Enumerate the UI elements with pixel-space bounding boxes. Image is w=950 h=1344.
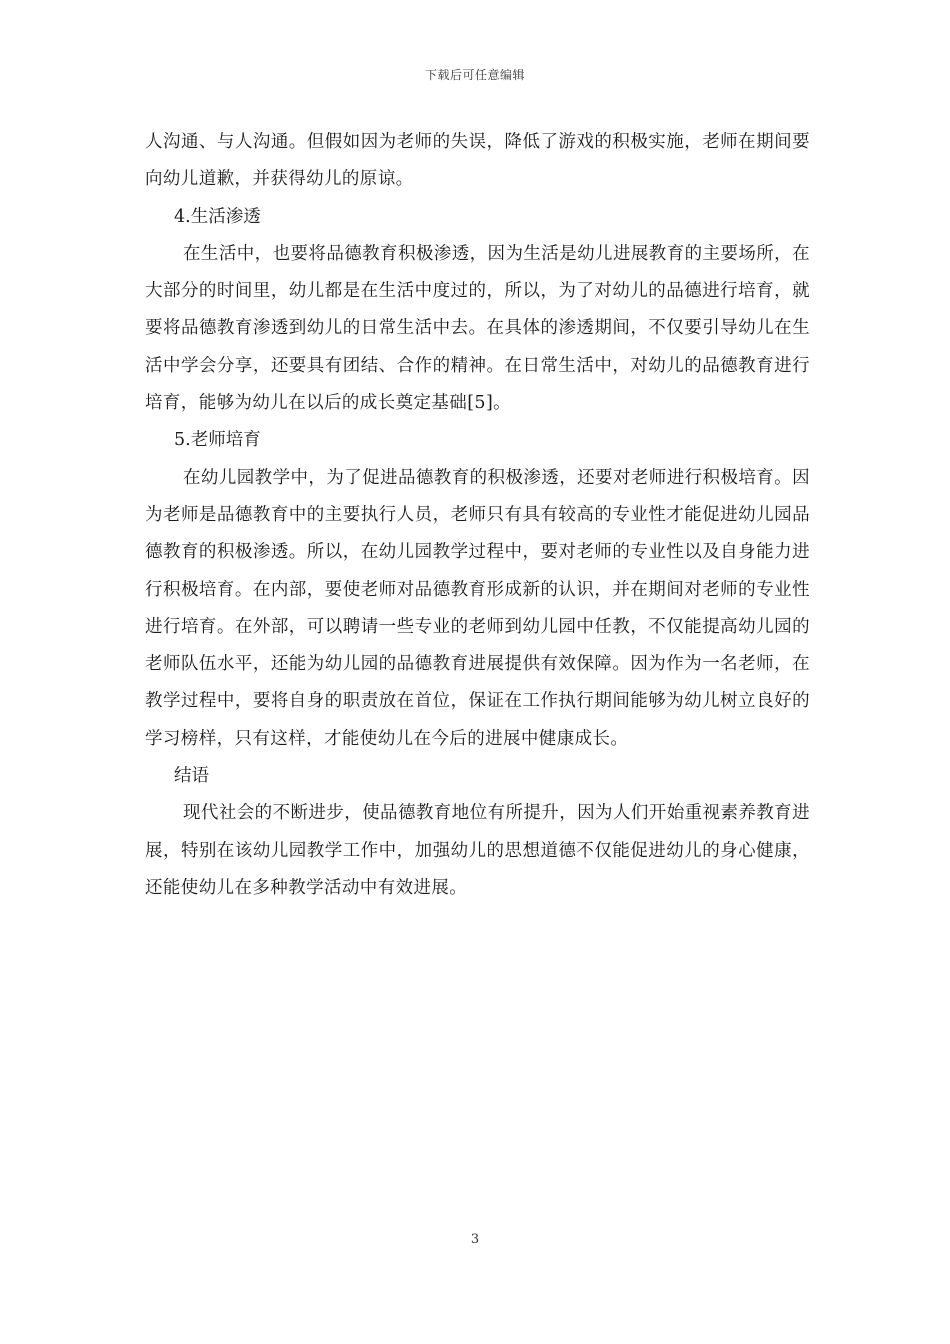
paragraph-continuation: 人沟通、与人沟通。但假如因为老师的失误，降低了游戏的积极实施，老师在期间要向幼儿道歉，并获得幼儿的原谅。 <box>145 132 810 190</box>
page-number: 3 <box>470 1232 480 1247</box>
section-heading-teacher-training: 5.老师培育 <box>174 430 261 451</box>
section-heading-life-infiltration: 4.生活渗透 <box>174 206 261 227</box>
paragraph-teacher-training: 在幼儿园教学中，为了促进品德教育的积极渗透，还要对老师进行积极培育。因为老师是品德教育中的主要执行人员，老师只有具有较高的专业性才能促进幼儿园品德教育的积极渗透。所以，在幼儿园教学过程中，要对老师的专业性以及自身能力进行积极培育。在内部，要使老师对品德教育形成新的认识，并在期间对老师的专业性进行培育。在外部，可以聘请一些专业的老师到幼儿园中任教，不仅能提高幼儿园的老师队伍水平，还能为幼儿园的品德教育进展提供有效保障。因为作为一名老师，在教学过程中，要将自身的职责放在首位，保证在工作执行期间能够为幼儿树立良好的学习榜样，只有这样，才能使幼儿在今后的进展中健康成长。 <box>145 467 810 749</box>
document-body <box>145 124 810 907</box>
paragraph-conclusion: 现代社会的不断进步，使品德教育地位有所提升，因为人们开始重视素养教育进展，特别在该幼儿园教学工作中，加强幼儿的思想道德不仅能促进幼儿的身心健康，还能使幼儿在多种教学活动中有效进展。 <box>145 803 810 898</box>
section-heading-conclusion: 结语 <box>174 766 209 787</box>
page-header: 下载后可任意编辑 <box>424 68 525 82</box>
paragraph-life-infiltration: 在生活中，也要将品德教育积极渗透，因为生活是幼儿进展教育的主要场所，在大部分的时间里，幼儿都是在生活中度过的，所以，为了对幼儿的品德进行培育，就要将品德教育渗透到幼儿的日常生活中去。在具体的渗透期间，不仅要引导幼儿在生活中学会分享，还要具有团结、合作的精神。在日常生活中，对幼儿的品德教育进行培育，能够为幼儿在以后的成长奠定基础[5]。 <box>145 243 810 414</box>
